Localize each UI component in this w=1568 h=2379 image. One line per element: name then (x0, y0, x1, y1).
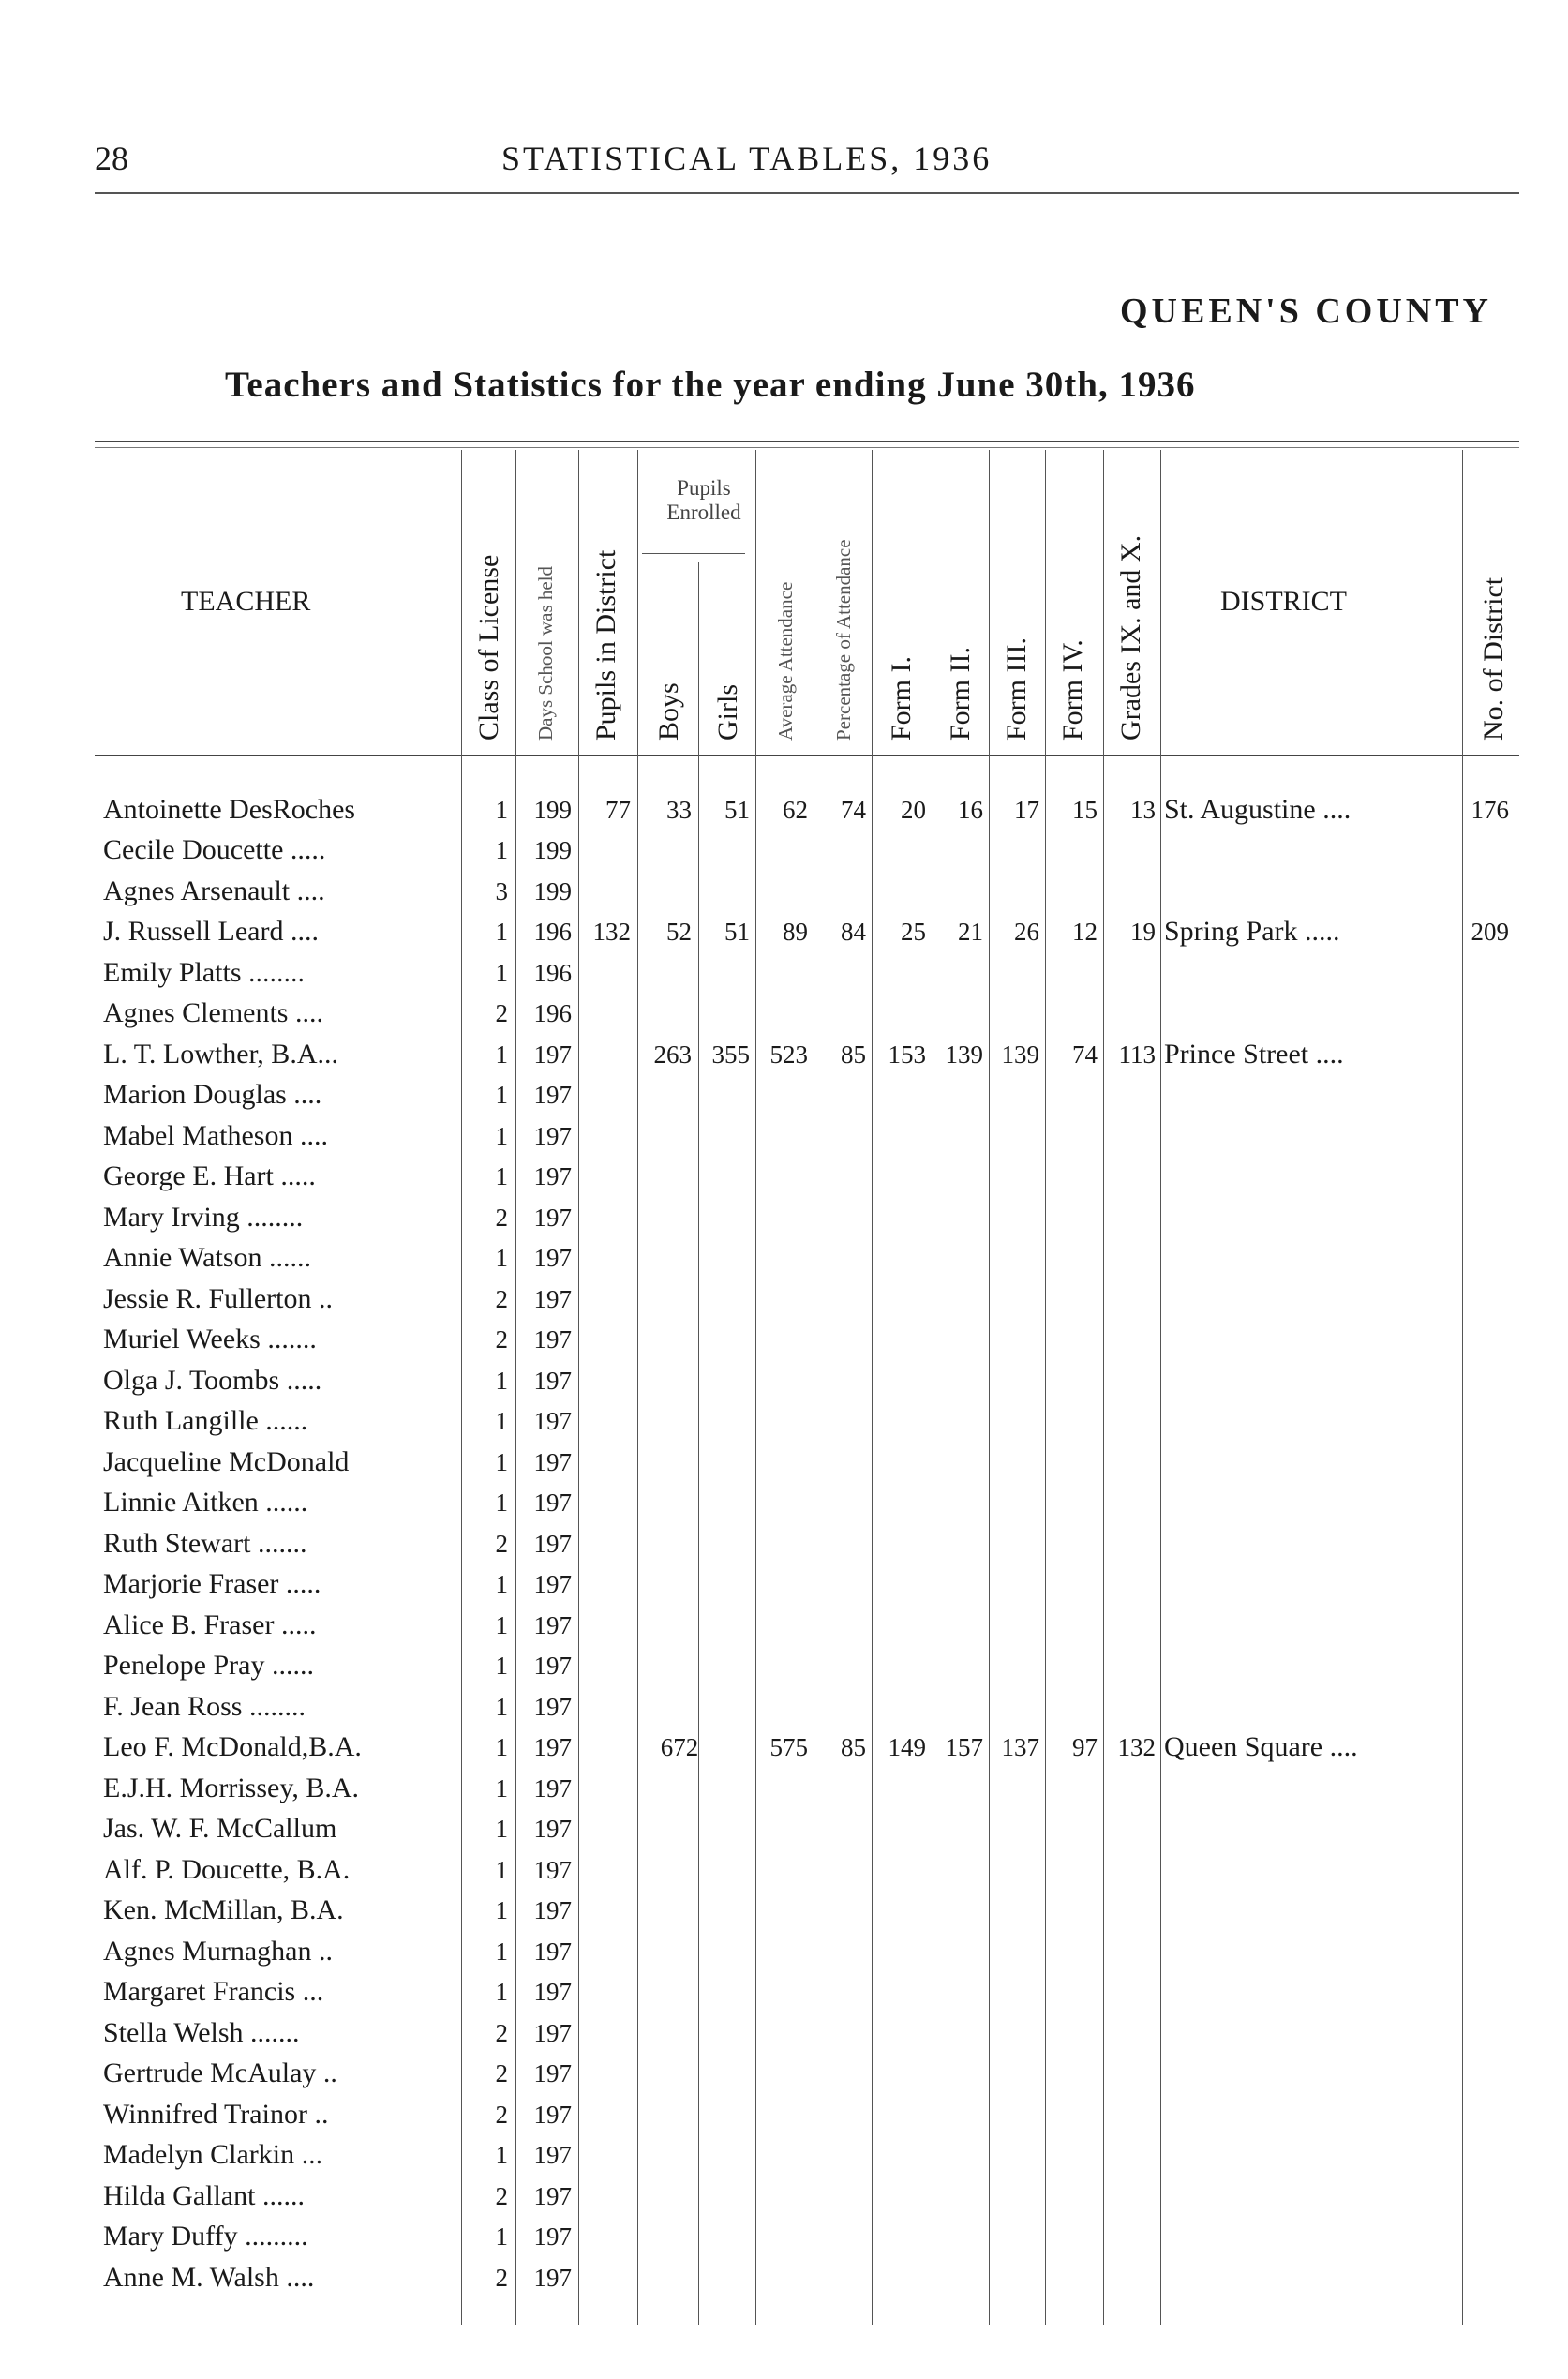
class-of-license-cell: 2 (495, 2101, 508, 2129)
teacher-name: Agnes Arsenault .... (103, 875, 325, 906)
running-head: STATISTICAL TABLES, 1936 (501, 140, 993, 177)
table-subtitle: Teachers and Statistics for the year ending June 30th, 1936 (225, 365, 1196, 405)
teacher-name: Margaret Francis ... (103, 1976, 324, 2007)
average-attendance-cell: 523 (769, 1040, 808, 1069)
form-3-cell: 137 (1001, 1733, 1039, 1761)
teacher-name: J. Russell Leard .... (103, 916, 319, 947)
form-4-cell: 97 (1072, 1733, 1098, 1761)
column-divider (872, 450, 873, 2325)
pupils-in-district-header: Pupils in District (590, 549, 621, 741)
class-of-license-cell: 1 (495, 1489, 508, 1517)
class-of-license-cell: 2 (495, 2264, 508, 2292)
days-held-cell: 197 (533, 1530, 572, 1558)
days-held-cell: 197 (533, 1448, 572, 1476)
class-of-license-cell: 1 (495, 1693, 508, 1721)
teacher-name: Ken. McMillan, B.A. (103, 1894, 344, 1925)
teacher-name: Agnes Murnaghan .. (103, 1936, 333, 1967)
district-column-header: DISTRICT (1220, 586, 1347, 617)
teacher-name: Stella Welsh ....... (103, 2017, 300, 2048)
form-4-cell: 74 (1072, 1040, 1098, 1069)
percentage-cell: 85 (841, 1040, 866, 1069)
form-1-cell: 149 (888, 1733, 926, 1761)
class-of-license-cell: 2 (495, 999, 508, 1027)
form-1-cell: 153 (888, 1040, 926, 1069)
girls-cell: 355 (711, 1040, 750, 1069)
days-held-cell: 199 (533, 877, 572, 905)
days-held-cell: 197 (533, 1733, 572, 1761)
teacher-name: Alf. P. Doucette, B.A. (103, 1854, 351, 1885)
teacher-name: Mary Irving ........ (103, 1202, 304, 1233)
teacher-name: George E. Hart ..... (103, 1160, 316, 1191)
class-of-license-cell: 1 (495, 1815, 508, 1843)
teacher-name: Alice B. Fraser ..... (103, 1609, 317, 1640)
grades-9-10-cell: 113 (1118, 1040, 1156, 1069)
days-held-cell: 197 (533, 2059, 572, 2087)
days-held-cell: 197 (533, 1896, 572, 1924)
column-divider (1160, 450, 1161, 2325)
district-name: Queen Square .... (1164, 1731, 1358, 1762)
days-held-cell: 197 (533, 2182, 572, 2210)
column-divider (515, 450, 516, 2325)
class-of-license-cell: 1 (495, 1611, 508, 1639)
teacher-name: Emily Platts ........ (103, 957, 306, 988)
teacher-name: Jas. W. F. McCallum (103, 1813, 337, 1844)
days-held-cell: 197 (533, 2101, 572, 2129)
form-1-cell: 20 (901, 796, 926, 824)
form-3-cell: 26 (1014, 918, 1039, 946)
district-name: Spring Park ..... (1164, 916, 1340, 947)
days-held-cell: 197 (533, 1244, 572, 1272)
teacher-name: Hilda Gallant ...... (103, 2180, 305, 2211)
form-2-header: Form II. (945, 647, 976, 741)
teacher-name: Annie Watson ...... (103, 1242, 312, 1273)
class-of-license-header: Class of License (473, 554, 504, 741)
class-of-license-cell: 2 (495, 2059, 508, 2087)
percentage-cell: 74 (841, 796, 866, 824)
teacher-name: Madelyn Clarkin ... (103, 2139, 323, 2170)
form-3-cell: 139 (1001, 1040, 1039, 1069)
girls-cell: 51 (724, 918, 750, 946)
days-held-cell: 197 (533, 1693, 572, 1721)
teacher-name: Linnie Aitken ...... (103, 1487, 308, 1518)
grades-9-10-cell: 13 (1130, 796, 1156, 824)
teacher-name: Winnifred Trainor .. (103, 2099, 329, 2130)
boys-header: Boys (653, 682, 684, 741)
teacher-column-header: TEACHER (181, 586, 311, 617)
days-held-cell: 197 (533, 1122, 572, 1150)
class-of-license-cell: 1 (495, 1856, 508, 1884)
column-divider (755, 450, 756, 2325)
class-of-license-cell: 2 (495, 2182, 508, 2210)
days-held-cell: 197 (533, 2141, 572, 2169)
form-4-header: Form IV. (1057, 639, 1088, 741)
class-of-license-cell: 1 (495, 2141, 508, 2169)
enrolled-subrule (642, 553, 745, 554)
teacher-name: Penelope Pray ...... (103, 1650, 314, 1681)
grades-9-10-cell: 132 (1117, 1733, 1156, 1761)
header-bottom-rule (95, 755, 1519, 756)
teacher-name: Ruth Stewart ....... (103, 1528, 307, 1559)
column-divider (1462, 450, 1463, 2325)
girls-header: Girls (712, 684, 743, 741)
class-of-license-cell: 1 (495, 2222, 508, 2251)
class-of-license-cell: 1 (495, 1978, 508, 2006)
pupils-in-district-cell: 132 (592, 918, 631, 946)
form-3-header: Form III. (1001, 637, 1032, 741)
class-of-license-cell: 1 (495, 1407, 508, 1435)
days-held-cell: 196 (533, 959, 572, 987)
days-held-cell: 197 (533, 1856, 572, 1884)
class-of-license-cell: 2 (495, 1325, 508, 1354)
class-of-license-cell: 1 (495, 1774, 508, 1803)
column-divider (1045, 450, 1046, 2325)
days-held-cell: 197 (533, 1815, 572, 1843)
days-held-cell: 197 (533, 1285, 572, 1313)
days-held-cell: 197 (533, 2264, 572, 2292)
days-held-cell: 196 (533, 999, 572, 1027)
column-divider (698, 562, 699, 2325)
district-number-cell: 209 (1471, 918, 1509, 946)
teacher-name: Muriel Weeks ....... (103, 1324, 317, 1354)
class-of-license-cell: 1 (495, 1652, 508, 1680)
teacher-name: Olga J. Toombs ..... (103, 1365, 322, 1396)
days-held-cell: 197 (533, 1489, 572, 1517)
days-held-cell: 197 (533, 1325, 572, 1354)
days-held-cell: 197 (533, 1774, 572, 1803)
average-attendance-cell: 575 (769, 1733, 808, 1761)
teacher-name: Marion Douglas .... (103, 1079, 322, 1110)
days-held-cell: 199 (533, 836, 572, 864)
teacher-name: Ruth Langille ...... (103, 1405, 308, 1436)
percentage-cell: 84 (841, 918, 866, 946)
teacher-name: Gertrude McAulay .. (103, 2057, 337, 2088)
column-divider (989, 450, 990, 2325)
teacher-name: L. T. Lowther, B.A... (103, 1039, 338, 1070)
class-of-license-cell: 1 (495, 959, 508, 987)
county-title: QUEEN'S COUNTY (1120, 292, 1492, 331)
teacher-name: Agnes Clements .... (103, 997, 323, 1028)
form-4-cell: 15 (1072, 796, 1098, 824)
days-held-cell: 197 (533, 1081, 572, 1109)
form-4-cell: 12 (1072, 918, 1098, 946)
form-1-header: Form I. (886, 656, 917, 741)
boys-cell: 672 (660, 1733, 699, 1761)
form-2-cell: 21 (958, 918, 983, 946)
district-name: Prince Street .... (1164, 1039, 1344, 1070)
days-held-cell: 197 (533, 1204, 572, 1232)
district-name: St. Augustine .... (1164, 794, 1351, 825)
days-held-cell: 197 (533, 1652, 572, 1680)
class-of-license-cell: 1 (495, 918, 508, 946)
average-attendance-header: Average Attendance (774, 581, 797, 741)
days-held-cell: 197 (533, 1611, 572, 1639)
days-held-cell: 197 (533, 1570, 572, 1598)
days-held-cell: 197 (533, 2019, 572, 2047)
class-of-license-cell: 1 (495, 1081, 508, 1109)
teacher-name: Leo F. McDonald,B.A. (103, 1731, 362, 1762)
percentage-cell: 85 (841, 1733, 866, 1761)
girls-cell: 51 (724, 796, 750, 824)
percentage-attendance-header: Percentage of Attendance (832, 539, 855, 741)
form-2-cell: 16 (958, 796, 983, 824)
teacher-name: F. Jean Ross ........ (103, 1691, 306, 1722)
column-divider (578, 450, 579, 2325)
teacher-name: Mary Duffy ......... (103, 2221, 308, 2252)
boys-cell: 263 (653, 1040, 692, 1069)
teacher-name: Anne M. Walsh .... (103, 2262, 315, 2293)
days-held-cell: 197 (533, 1978, 572, 2006)
boys-cell: 33 (666, 796, 692, 824)
teacher-name: Jacqueline McDonald (103, 1446, 350, 1477)
teacher-name: Jessie R. Fullerton .. (103, 1283, 333, 1314)
days-held-cell: 197 (533, 1367, 572, 1395)
boys-cell: 52 (666, 918, 692, 946)
table-top-rule (95, 441, 1519, 442)
column-divider (1103, 450, 1104, 2325)
class-of-license-cell: 1 (495, 836, 508, 864)
days-held-cell: 197 (533, 1938, 572, 1966)
pupils-in-district-cell: 77 (605, 796, 631, 824)
teacher-name: Antoinette DesRoches (103, 794, 356, 825)
class-of-license-cell: 1 (495, 796, 508, 824)
days-held-cell: 199 (533, 796, 572, 824)
teacher-name: Mabel Matheson .... (103, 1120, 328, 1151)
days-school-held-header: Days School was held (534, 565, 557, 741)
class-of-license-cell: 1 (495, 1938, 508, 1966)
pupils-enrolled-header: Pupils Enrolled (666, 476, 741, 524)
class-of-license-cell: 1 (495, 1733, 508, 1761)
header-rule (95, 192, 1519, 194)
class-of-license-cell: 2 (495, 1285, 508, 1313)
class-of-license-cell: 1 (495, 1367, 508, 1395)
page-number: 28 (95, 140, 128, 177)
form-3-cell: 17 (1014, 796, 1039, 824)
average-attendance-cell: 89 (783, 918, 808, 946)
days-held-cell: 197 (533, 1162, 572, 1190)
days-held-cell: 197 (533, 1407, 572, 1435)
class-of-license-cell: 2 (495, 2019, 508, 2047)
teacher-name: Cecile Doucette ..... (103, 834, 326, 865)
column-divider (637, 450, 638, 2325)
class-of-license-cell: 1 (495, 1448, 508, 1476)
class-of-license-cell: 1 (495, 1162, 508, 1190)
class-of-license-cell: 1 (495, 1244, 508, 1272)
grades-9-10-cell: 19 (1130, 918, 1156, 946)
table-top-rule-thin (95, 447, 1519, 448)
teacher-name: Marjorie Fraser ..... (103, 1568, 321, 1599)
grades-9-10-header: Grades IX. and X. (1115, 534, 1146, 741)
class-of-license-cell: 3 (495, 877, 508, 905)
days-held-cell: 196 (533, 918, 572, 946)
days-held-cell: 197 (533, 2222, 572, 2251)
form-1-cell: 25 (901, 918, 926, 946)
average-attendance-cell: 62 (783, 796, 808, 824)
class-of-license-cell: 1 (495, 1896, 508, 1924)
class-of-license-cell: 2 (495, 1530, 508, 1558)
class-of-license-cell: 1 (495, 1040, 508, 1069)
column-divider (461, 450, 462, 2325)
district-number-header: No. of District (1478, 576, 1509, 741)
teacher-name: E.J.H. Morrissey, B.A. (103, 1773, 360, 1803)
form-2-cell: 139 (945, 1040, 983, 1069)
days-held-cell: 197 (533, 1040, 572, 1069)
class-of-license-cell: 1 (495, 1122, 508, 1150)
district-number-cell: 176 (1471, 796, 1509, 824)
form-2-cell: 157 (945, 1733, 983, 1761)
class-of-license-cell: 1 (495, 1570, 508, 1598)
class-of-license-cell: 2 (495, 1204, 508, 1232)
